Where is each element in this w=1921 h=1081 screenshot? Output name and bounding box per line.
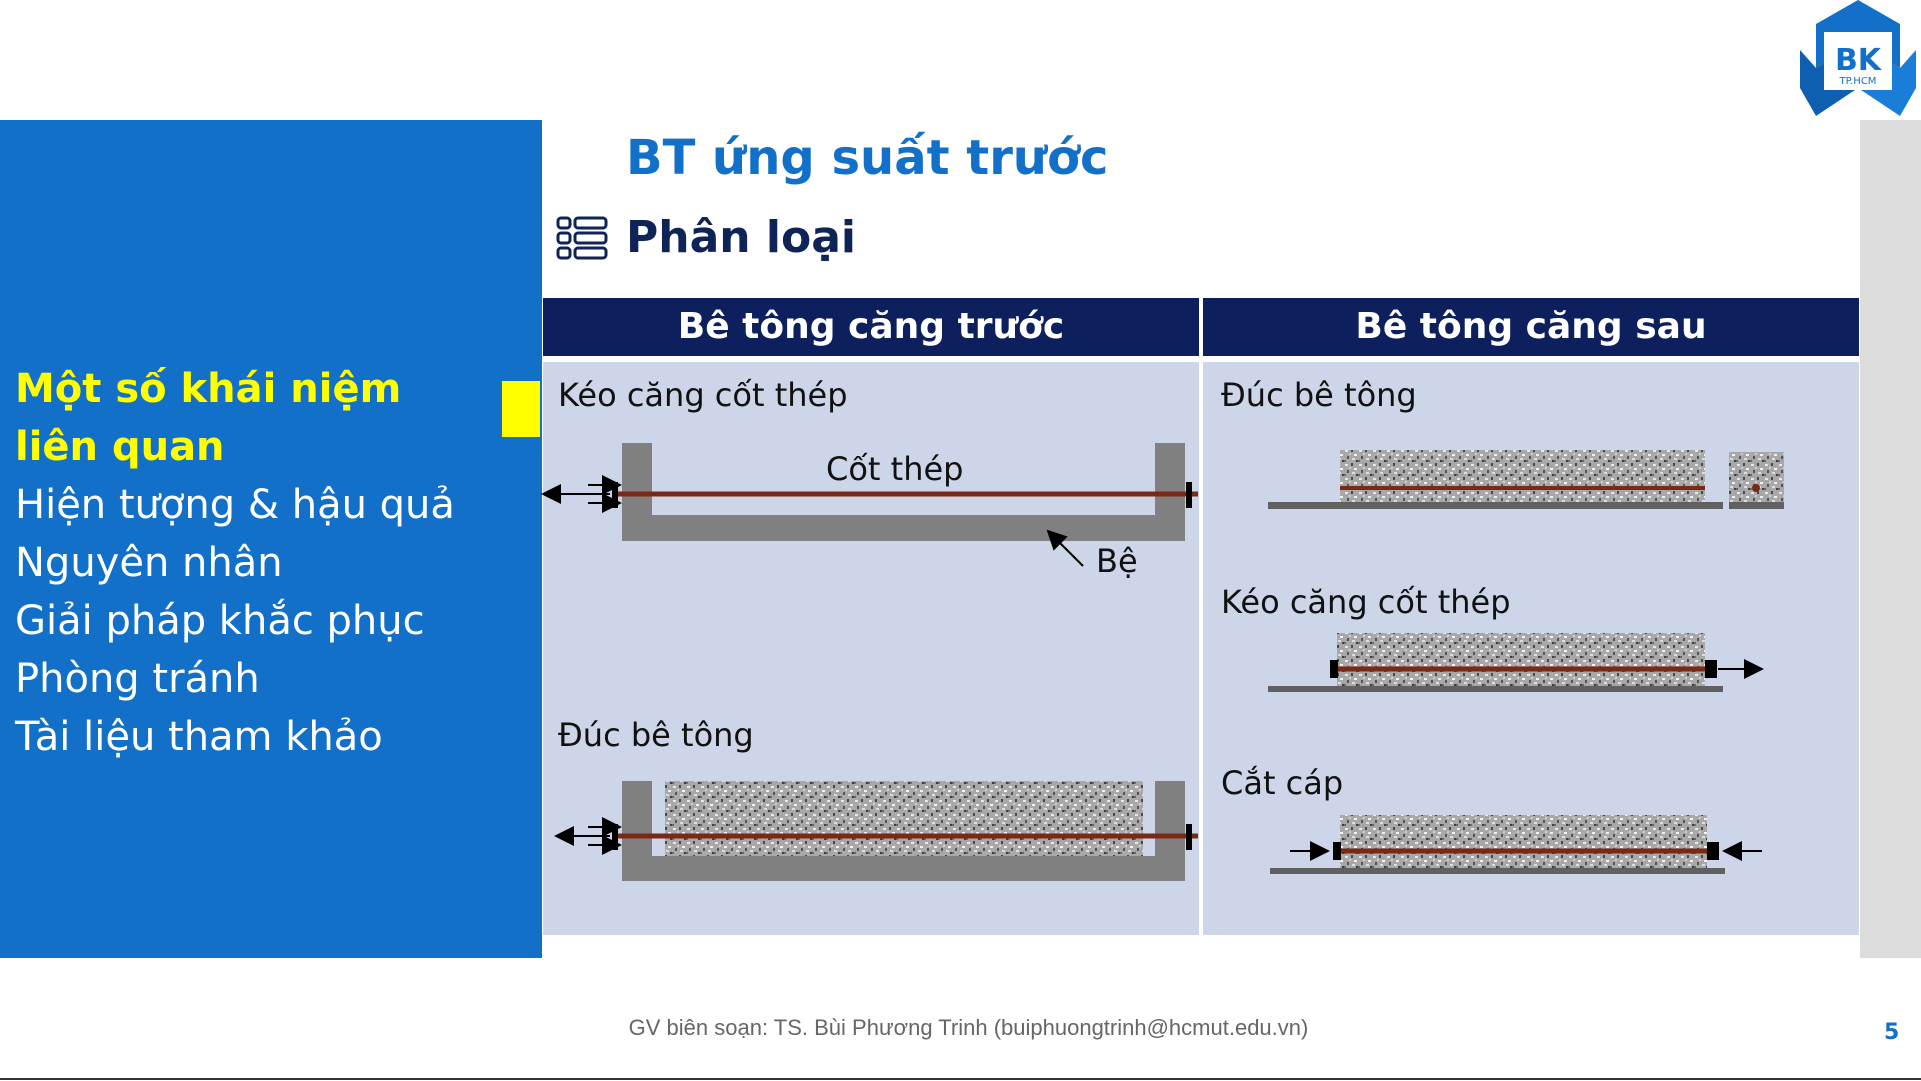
post-step2-label: Kéo căng cốt thép — [1221, 583, 1511, 621]
sidebar-item-tai-lieu[interactable]: Tài liệu tham khảo — [15, 714, 383, 760]
post-step3-label: Cắt cáp — [1221, 764, 1344, 802]
sidebar-item-hien-tuong[interactable]: Hiện tượng & hậu quả — [15, 482, 455, 528]
logo-text: BK — [1834, 43, 1882, 78]
posttension-stress — [1268, 633, 1762, 692]
logo-subtext: TP.HCM — [1839, 76, 1877, 87]
slide-title: BT ứng suất trước — [626, 130, 1109, 186]
sidebar-item-khai-niem[interactable]: Một số khái niệm liên quan — [15, 366, 402, 470]
slide-subtitle: Phân loại — [626, 212, 856, 263]
pre-step1-label: Kéo căng cốt thép — [558, 376, 848, 414]
bottom-divider — [0, 1078, 1921, 1080]
posttension-cast — [1268, 450, 1784, 509]
sidebar-item-nguyen-nhan[interactable]: Nguyên nhân — [15, 540, 283, 586]
post-step1-label: Đúc bê tông — [1221, 376, 1417, 414]
page-number: 5 — [1884, 1020, 1900, 1045]
posttension-cut — [1270, 815, 1762, 874]
header-posttensioned: Bê tông căng sau — [1203, 298, 1859, 356]
pretension-bed-2 — [556, 781, 1198, 881]
bed-label: Bệ — [1096, 542, 1138, 580]
steel-label: Cốt thép — [826, 450, 964, 488]
pre-step2-label: Đúc bê tông — [558, 716, 754, 754]
footer-author: GV biên soạn: TS. Bùi Phương Trinh (buiphuongtrinh@hcmut.edu.vn) — [628, 1015, 1309, 1040]
sidebar-item-phong-tranh[interactable]: Phòng tránh — [15, 656, 260, 702]
sidebar-item-giai-phap[interactable]: Giải pháp khắc phục — [15, 598, 425, 644]
header-pretensioned: Bê tông căng trước — [543, 298, 1199, 356]
